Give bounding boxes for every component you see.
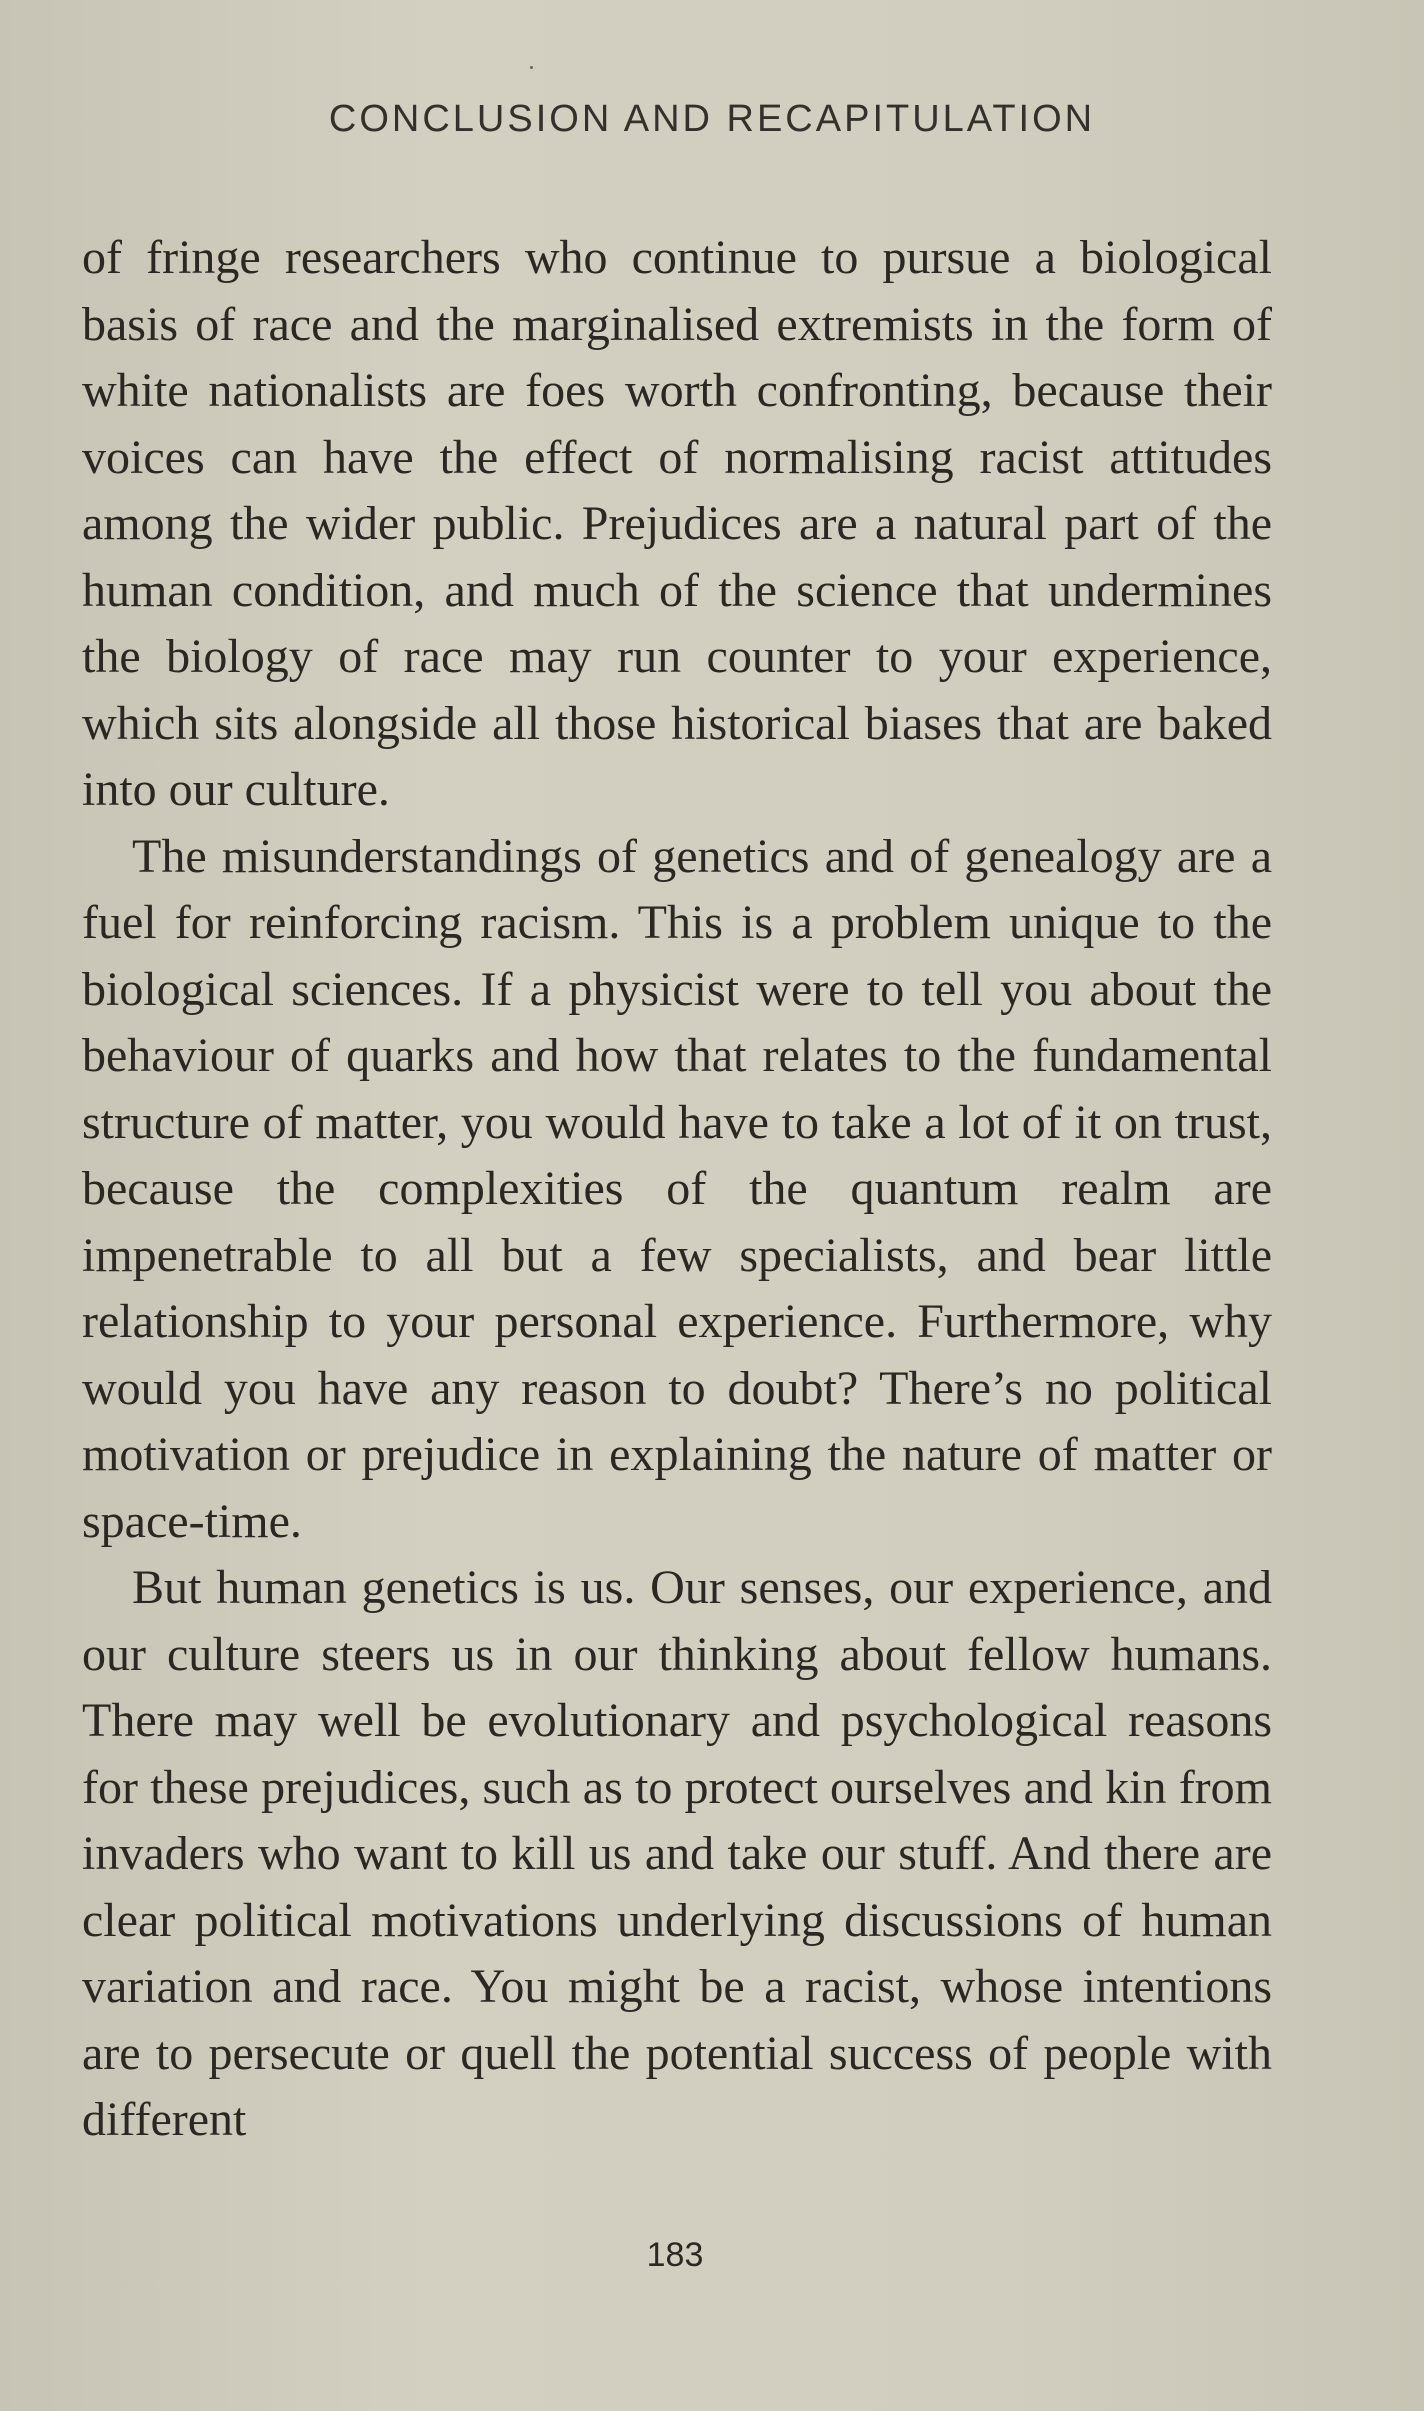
- paragraph-continued: of fringe researchers who continue to pursue a biological basis of race and the marginalised extremists in the form of white nationalists are foes worth confronting, because their voices can have the effect of normalising racist attitudes among the wider public. Prejudices are a natural part of the human condition, and much of the science that undermines the biology of race may run counter to your experience, which sits alongside all those historical biases that are baked into our culture.: [82, 231, 1272, 816]
- paragraph: But human genetics is us. Our senses, our experience, and our culture steers us in our thinking about fellow humans. There may well be evolutionary and psychological reasons for these prejudices, such as to protect ourselves and kin from invaders who want to kill us and take our stuff. And there are clear political motivations underlying discussions of human variation and race. You might be a racist, whose intentions are to persecute or quell the potential success of people with different: [82, 1561, 1272, 2146]
- print-speck: [530, 66, 533, 69]
- page-number: 183: [646, 2236, 704, 2274]
- body-text: [82, 225, 1272, 2154]
- running-head: CONCLUSION AND RECAPITULATION: [328, 98, 1096, 140]
- paragraph: The misunderstandings of genetics and of genealogy are a fuel for reinforcing racism. This is a problem unique to the biological sciences. If a physicist were to tell you about the behaviour of quarks and how that relates to the fundamental structure of matter, you would have to take a lot of it on trust, because the complexities of the quantum realm are impenetrable to all but a few specialists, and bear little relationship to your personal experience. Furthermore, why would you have any reason to doubt? There’s no political motivation or prejudice in explaining the nature of matter or space-time.: [82, 829, 1272, 1548]
